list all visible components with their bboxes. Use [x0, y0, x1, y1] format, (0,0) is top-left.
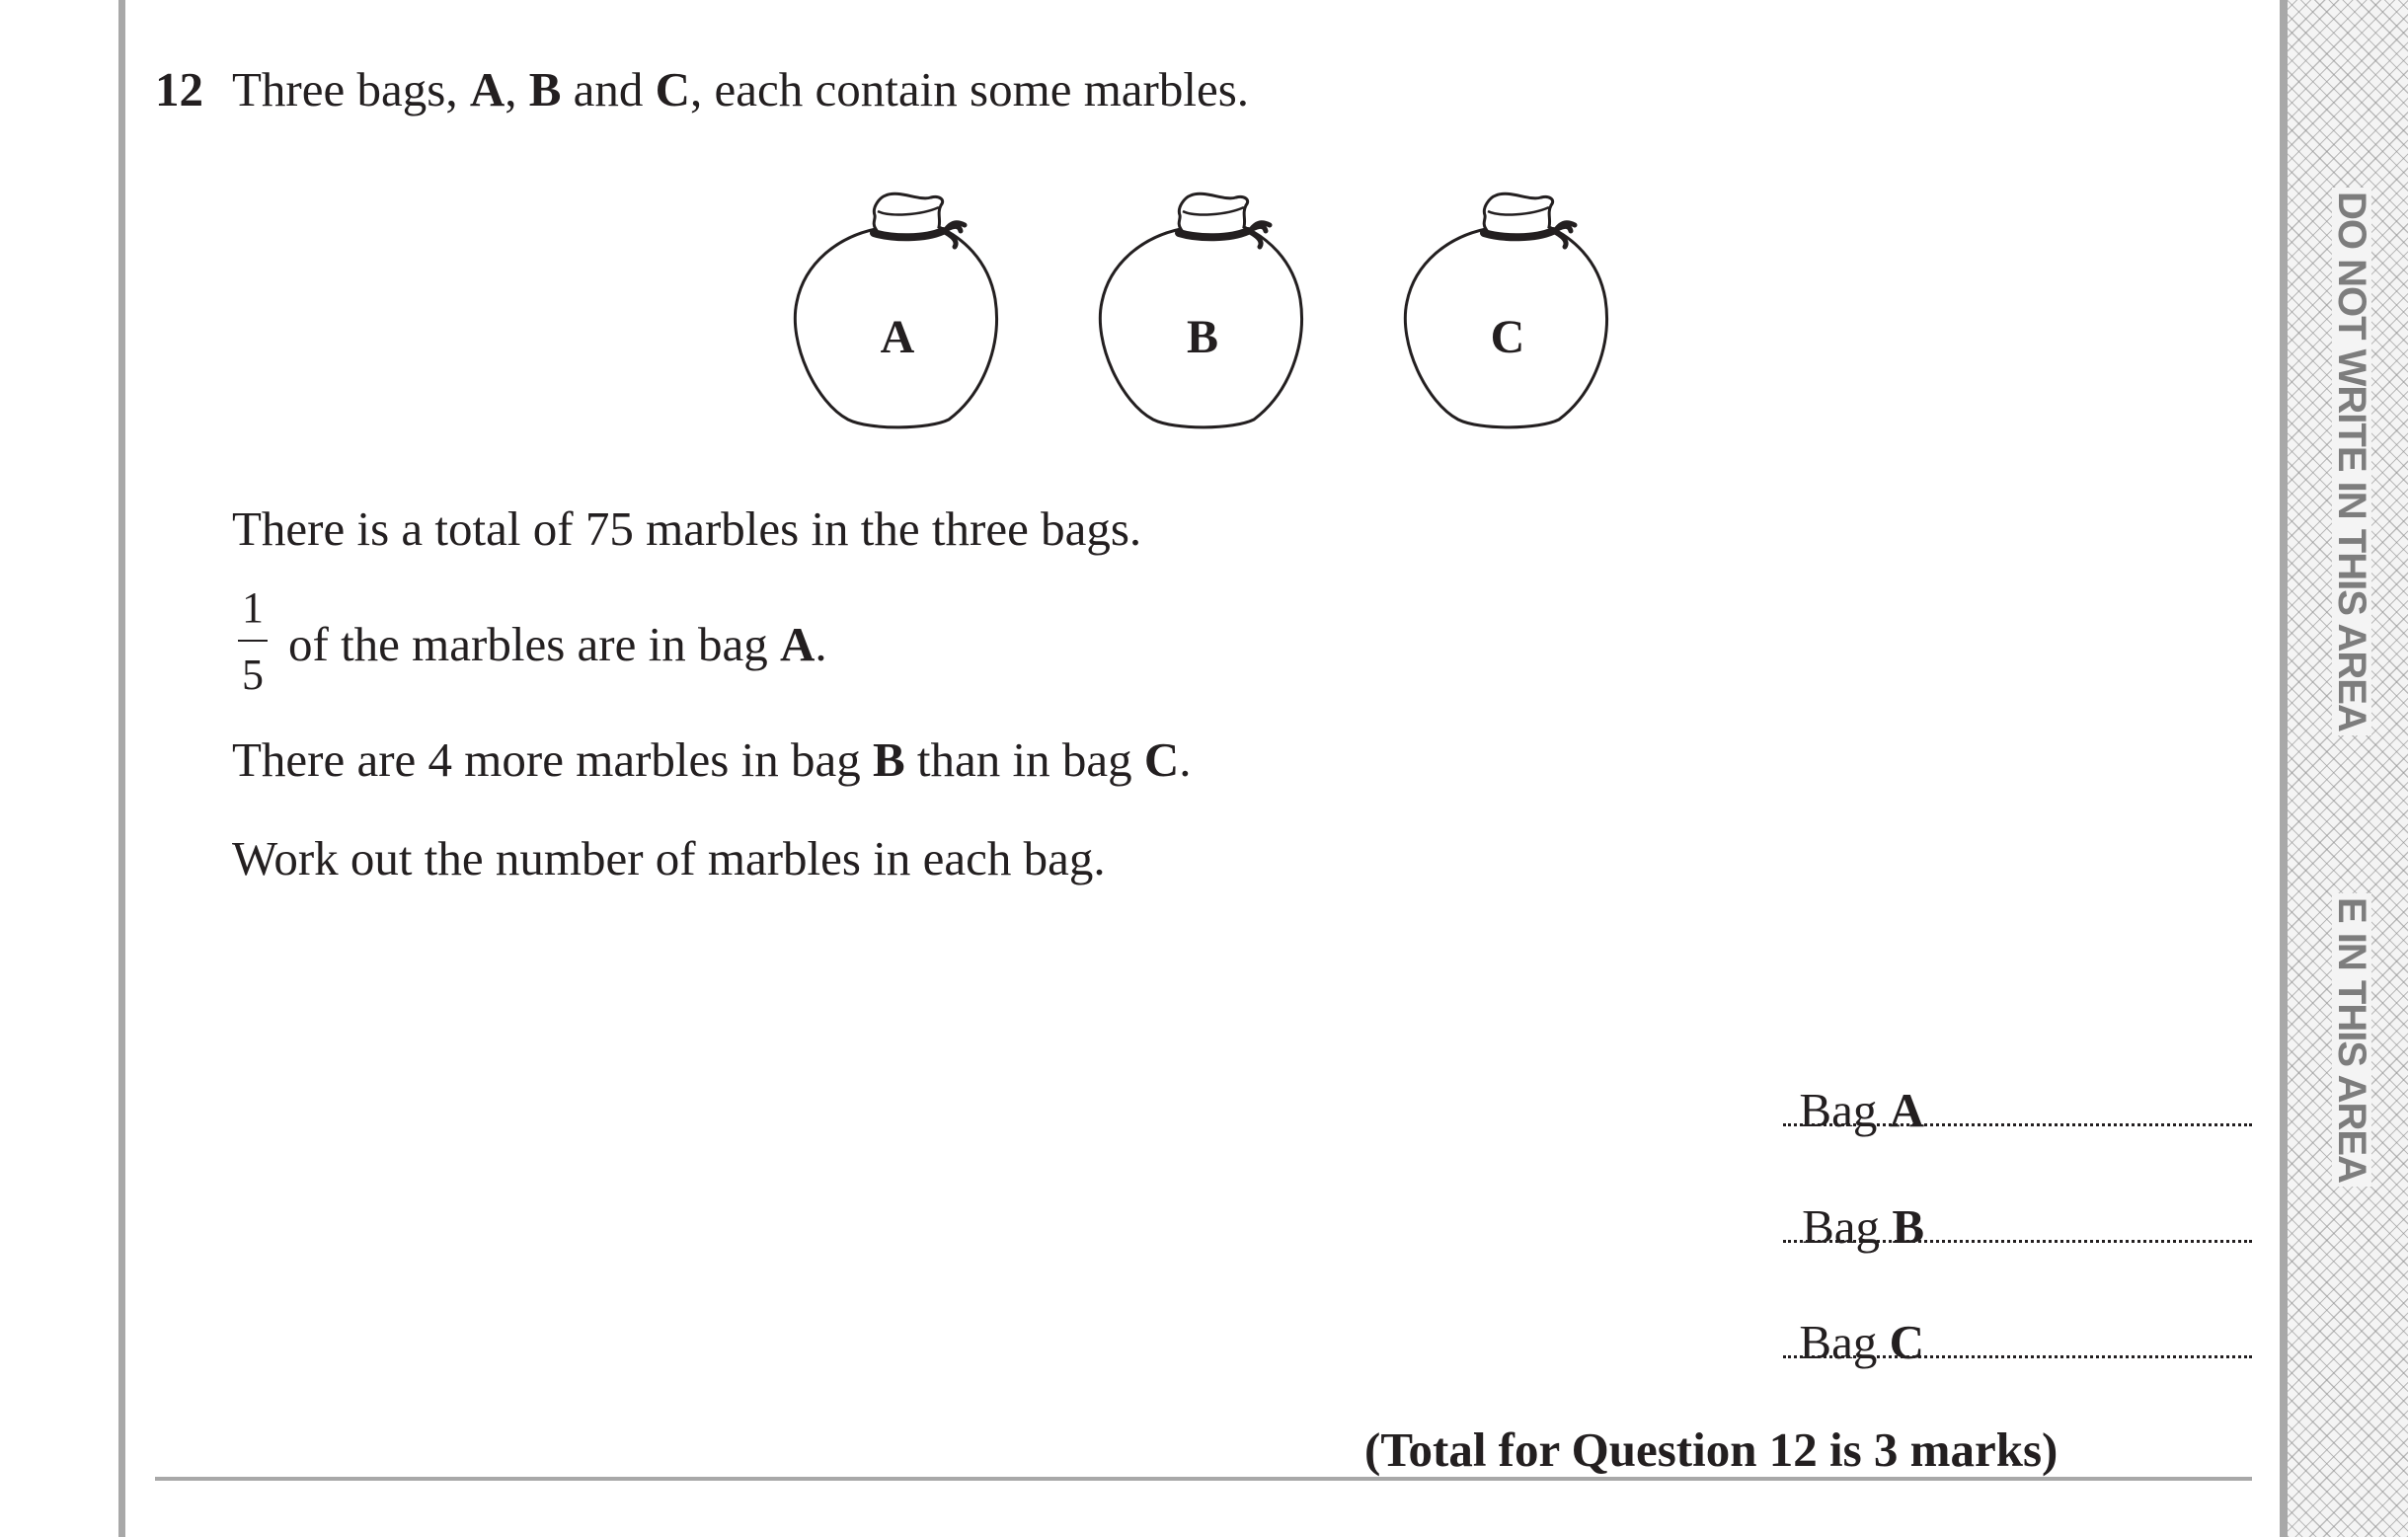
answer-line-bag-c[interactable] — [1783, 1355, 2252, 1358]
fraction-numerator: 1 — [242, 583, 264, 632]
bag-label: C — [1490, 311, 1525, 363]
answer-row-bag-b — [0, 1198, 2408, 1258]
answer-label: Bag C — [1799, 1315, 1924, 1369]
left-margin-rule — [118, 0, 125, 1537]
bag-icon — [1401, 186, 1618, 432]
bag-icon — [1096, 186, 1313, 432]
fraction-bar — [238, 640, 268, 642]
right-margin-rule — [2280, 0, 2288, 1537]
answer-line-bag-b[interactable] — [1783, 1240, 2252, 1243]
total-marbles-statement: There is a total of 75 marbles in the three bags. — [232, 501, 1142, 556]
more-marbles-statement: There are 4 more marbles in bag B than in bag C. — [232, 732, 1192, 787]
answer-line-bag-a[interactable] — [1783, 1123, 2252, 1126]
fraction-one-fifth — [235, 582, 271, 701]
answer-label: Bag A — [1799, 1083, 1924, 1137]
answer-row-bag-a — [0, 1082, 2408, 1141]
total-marks: (Total for Question 12 is 3 marks) — [1364, 1422, 2058, 1477]
bag-label: B — [1186, 311, 1218, 363]
margin-warning-text: DO NOT WRITE IN THIS AREA — [2332, 188, 2371, 735]
answer-label: Bag B — [1802, 1199, 1924, 1254]
question-number: 12 — [155, 62, 203, 116]
question-intro: Three bags, A, B and C, each contain some marbles. — [232, 62, 1250, 116]
answer-row-bag-c — [0, 1314, 2408, 1373]
question-end-rule — [155, 1477, 2252, 1481]
fraction-denominator: 5 — [242, 651, 264, 699]
fraction-statement: of the marbles are in bag A. — [288, 617, 827, 671]
bag-c-illustration — [1401, 186, 1618, 432]
bag-label: A — [880, 311, 915, 363]
bag-a-illustration — [791, 186, 1008, 432]
bag-b-illustration — [1096, 186, 1313, 432]
margin-warning-text-partial: E IN THIS AREA — [2332, 893, 2371, 1187]
bag-icon — [791, 186, 1008, 432]
instruction-text: Work out the number of marbles in each bag. — [232, 831, 1106, 885]
